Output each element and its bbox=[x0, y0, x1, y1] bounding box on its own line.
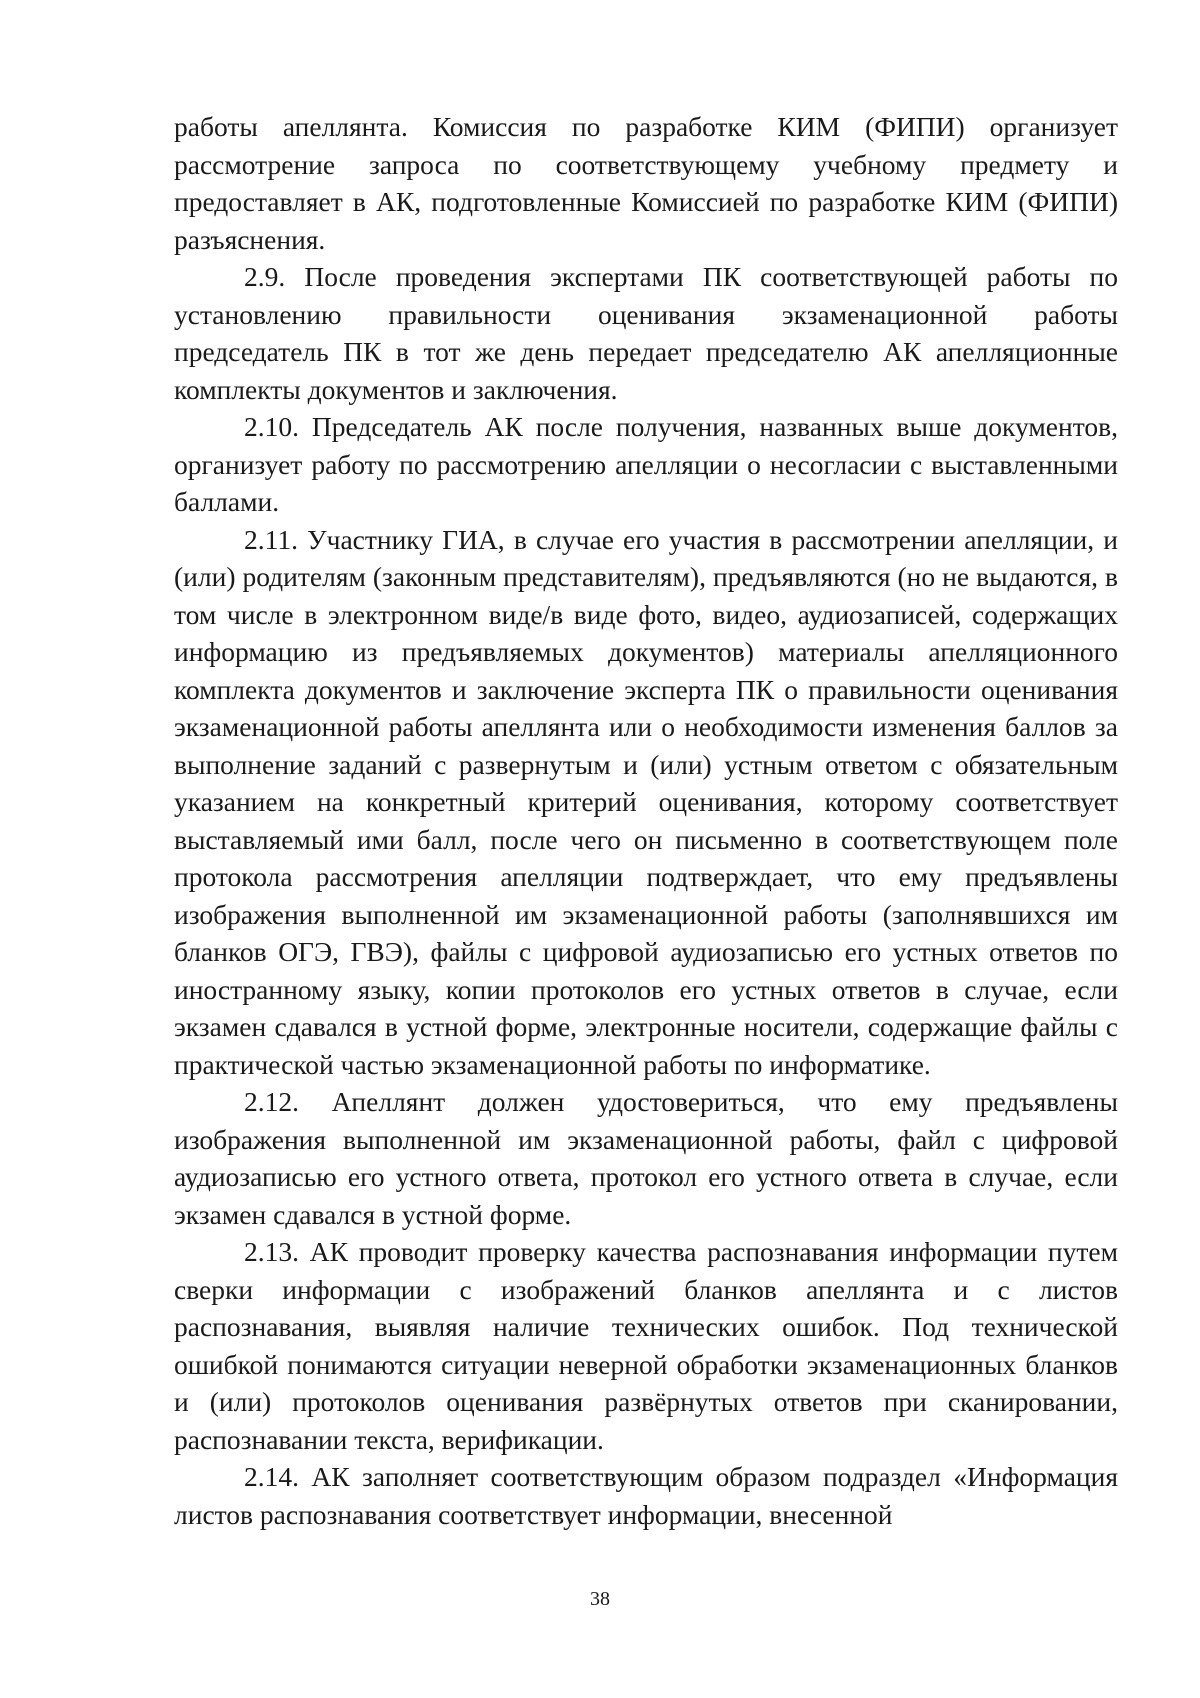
paragraph-2-13: 2.13. АК проводит проверку качества распознавания информации путем сверки информации с изображений бланков апеллянта и с листов распознавания, выявляя наличие технических ошибок. Под технической ошибкой понимаются ситуации неверной обработки экзаменационных бланков и (или) протоколов оценивания развёрнутых ответов при сканировании, распознавании текста, верификации. bbox=[174, 1236, 1118, 1455]
paragraph-continuation: работы апеллянта. Комиссия по разработке КИМ (ФИПИ) организует рассмотрение запроса по соответствующему учебному предмету и предоставляет в АК, подготовленные Комиссией по разработке КИМ (ФИПИ) разъяснения. bbox=[174, 111, 1118, 255]
paragraph-2-10: 2.10. Председатель АК после получения, названных выше документов, организует работу по рассмотрению апелляции о несогласии с выставленными баллами. bbox=[174, 411, 1118, 517]
paragraph-2-14: 2.14. АК заполняет соответствующим образом подраздел «Информация листов распознавания соответствует информации, внесенной bbox=[174, 1461, 1118, 1530]
paragraph-2-11: 2.11. Участнику ГИА, в случае его участия в рассмотрении апелляции, и (или) родителям (законным представителям), предъявляются (но не выдаются, в том числе в электронном виде/в виде фото, видео, аудиозаписей, содержащих информацию из предъявляемых документов) материалы апелляционного комплекта документов и заключение эксперта ПК о правильности оценивания экзаменационной работы апеллянта или о необходимости изменения баллов за выполнение заданий с развернутым и (или) устным ответом с обязательным указанием на конкретный критерий оценивания, которому соответствует выставляемый ими балл, после чего он письменно в соответствующем поле протокола рассмотрения апелляции подтверждает, что ему предъявлены изображения выполненной им экзаменационной работы (заполнявшихся им бланков ОГЭ, ГВЭ), файлы с цифровой аудиозаписью его устных ответов по иностранному языку, копии протоколов его устных ответов в случае, если экзамен сдавался в устной форме, электронные носители, содержащие файлы с практической частью экзаменационной работы по информатике. bbox=[174, 523, 1118, 1080]
document-page bbox=[174, 108, 1118, 1533]
paragraph-2-12: 2.12. Апеллянт должен удостовериться, что ему предъявлены изображения выполненной им экзаменационной работы, файл с цифровой аудиозаписью его устного ответа, протокол его устного ответа в случае, если экзамен сдавался в устной форме. bbox=[174, 1086, 1118, 1230]
paragraph-2-9: 2.9. После проведения экспертами ПК соответствующей работы по установлению правильности оценивания экзаменационной работы председатель ПК в тот же день передает председателю АК апелляционные комплекты документов и заключения. bbox=[174, 261, 1118, 405]
page-number: 38 bbox=[590, 1588, 610, 1610]
